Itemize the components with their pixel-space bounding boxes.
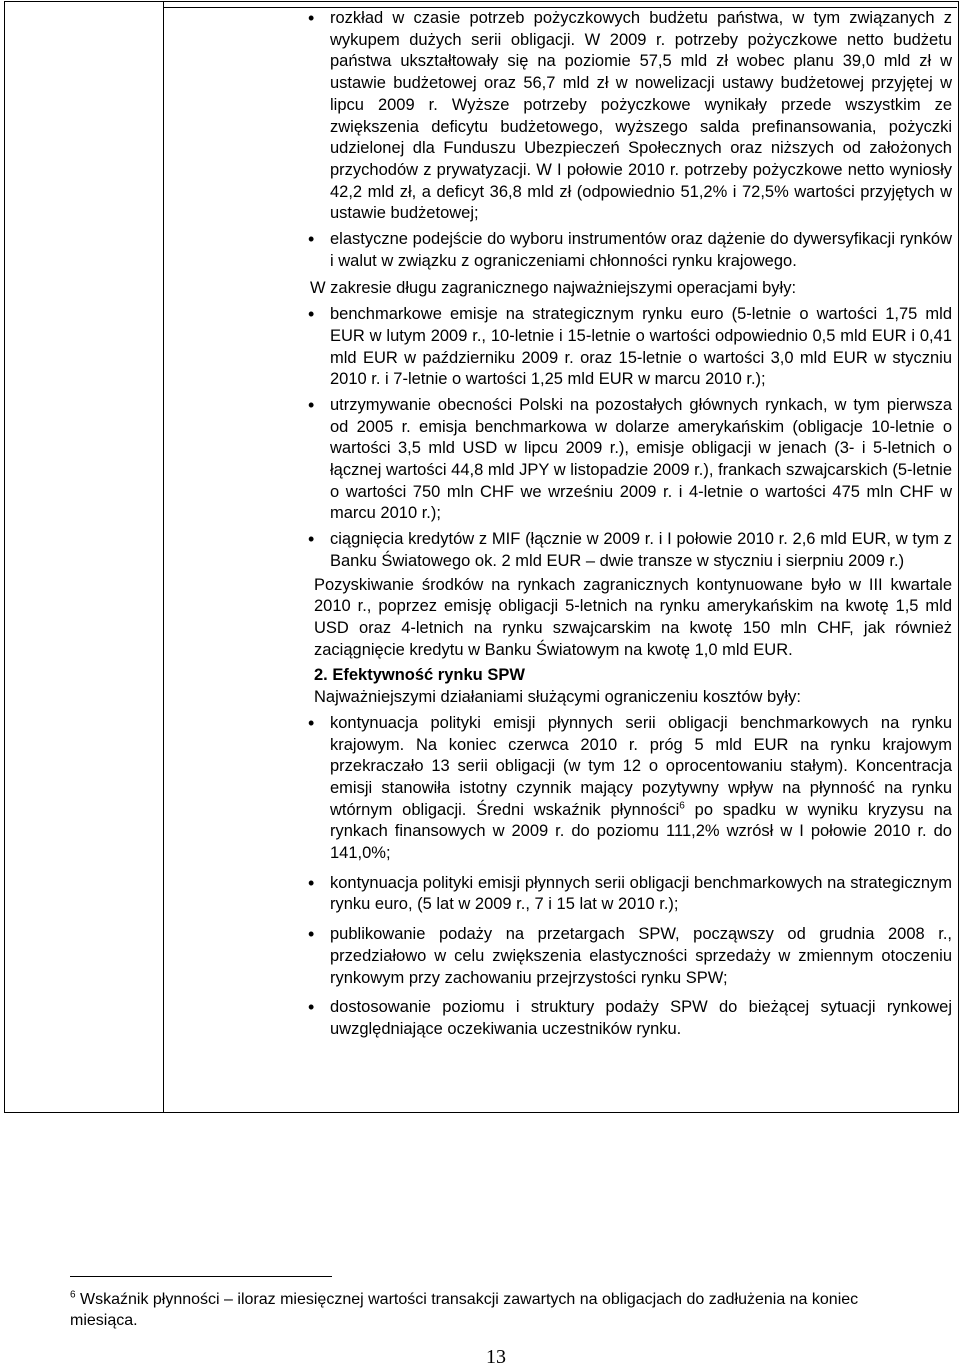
page-number: 13 <box>486 1346 506 1368</box>
list-item-text: kontynuacja polityki emisji płynnych serii obligacji benchmarkowych na rynku krajowym. Na koniec czerwca 2010 r. próg 5 mld EUR na rynku krajowym przekraczało 13 serii obligacji (w tym 12 o oprocentowaniu stałym). Koncentracja emisji stanowiła istotny czynnik mający pozytywny wpływ na płynność na rynku wtórnym obligacji. Średni wskaźnik płynności <box>330 713 952 819</box>
column-divider <box>163 1 164 1113</box>
paragraph-foreign-debt-lead: W zakresie długu zagranicznego najważniejszymi operacjami były: <box>310 279 797 298</box>
list-item: • benchmarkowe emisje na strategicznym rynku euro (5-letnie o wartości 1,75 mld EUR w lutym 2009 r., 10-letnie i 15-letnie o wartości odpowiednio 0,5 mld EUR i 0,41 mld EUR w październiku 2009 r. oraz 15-letnie o wartości 3,0 mld EUR w styczniu 2010 r. i 7-letnie o wartości 1,25 mld EUR w marcu 2010 r.); <box>300 304 952 391</box>
bullet-list-borrowing <box>300 8 952 272</box>
bullet-list-foreign-debt <box>300 304 952 572</box>
section-lead: Najważniejszymi działaniami służącymi ograniczeniu kosztów były: <box>314 688 801 707</box>
list-item: • utrzymywanie obecności Polski na pozostałych głównych rynkach, w tym pierwsza od 2005 r. emisja benchmarkowa w dolarze amerykańskim (obligacje 10-letnie o wartości 3,5 mld USD w lipcu 2009 r.), emisje obligacji w jenach (3- i 5-letnich o łącznej wartości 44,8 mld JPY w listopadzie 2009 r.), frankach szwajcarskich (5-letnie o wartości 750 mln CHF we wrześniu 2009 r. i 4-letnie o wartości 475 mln CHF w marcu 2010 r.); <box>300 395 952 525</box>
footnote-text: Wskaźnik płynności – iloraz miesięcznej wartości transakcji zawartych na obligacjach do zadłużenia na koniec miesiąca. <box>70 1291 859 1329</box>
bullet-list-cost-reduction <box>300 713 952 1041</box>
list-item: • rozkład w czasie potrzeb pożyczkowych budżetu państwa, w tym związanych z wykupem dużych serii obligacji. W 2009 r. potrzeby pożyczkowe netto budżetu państwa ukształtowały się na poziomie 57,5 mld zł wobec planu 39,0 mld zł w ustawie budżetowej oraz 56,7 mld zł w nowelizacji ustawy budżetowej przyjętej w lipcu 2009 r. Wyższe potrzeby pożyczkowe wynikały przede wszystkim ze zwiększenia deficytu budżetowego, wyższego salda prefinansowania, pożyczki udzielonej dla Funduszu Ubezpieczeń Społecznych oraz niższych od założonych przychodów z prywatyzacji. W I połowie 2010 r. potrzeby pożyczkowe netto wyniosły 42,2 mld zł, a deficyt 36,8 mld zł (odpowiednio 51,2% i 72,5% wartości przyjętych w ustawie budżetowej; <box>300 8 952 225</box>
list-item-text-continued: po spadku w wyniku kryzysu na rynkach finansowych w 2009 r. do poziomu 111,2% wzrósł w I połowie 2010 r. do 141,0%; <box>330 800 952 863</box>
footnote-reference[interactable]: 6 <box>679 800 685 812</box>
footnote-separator <box>70 1276 332 1277</box>
section-heading: 2. Efektywność rynku SPW <box>314 666 525 685</box>
footnote <box>70 1289 920 1331</box>
footnote-marker: 6 <box>70 1289 76 1301</box>
list-item: • ciągnięcia kredytów z MIF (łącznie w 2009 r. i I połowie 2010 r. 2,6 mld EUR, w tym z Banku Światowego ok. 2 mld EUR – dwie transze w styczniu i sierpniu 2009 r.) <box>300 529 952 572</box>
list-item: • elastyczne podejście do wyboru instrumentów oraz dążenie do dywersyfikacji rynków i walut w związku z ograniczeniami chłonności rynku krajowego. <box>300 229 952 272</box>
list-item <box>300 713 952 865</box>
list-item: • kontynuacja polityki emisji płynnych serii obligacji benchmarkowych na strategicznym rynku euro, (5 lat w 2009 r., 7 i 15 lat w 2010 r.); <box>300 873 952 916</box>
list-item: • dostosowanie poziomu i struktury podaży SPW do bieżącej sytuacji rynkowej uwzględniające oczekiwania uczestników rynku. <box>300 997 952 1040</box>
paragraph-foreign-markets: Pozyskiwanie środków na rynkach zagranicznych kontynuowane było w III kwartale 2010 r., poprzez emisję obligacji 5-letnich na rynku amerykańskim na kwotę 1,5 mld USD oraz 4-letnich na rynku szwajcarskim na kwotę 150 mln CHF, jak również zaciągnięcie kredytu w Banku Światowym na kwotę 1,0 mld EUR. <box>314 575 952 659</box>
list-item: • publikowanie podaży na przetargach SPW, począwszy od grudnia 2008 r., przedziałowo w celu zwiększenia elastyczności sprzedaży w zmiennym otoczeniu rynkowym przy zachowaniu przejrzystości rynku SPW; <box>300 924 952 989</box>
table-content-cell <box>300 8 952 1041</box>
